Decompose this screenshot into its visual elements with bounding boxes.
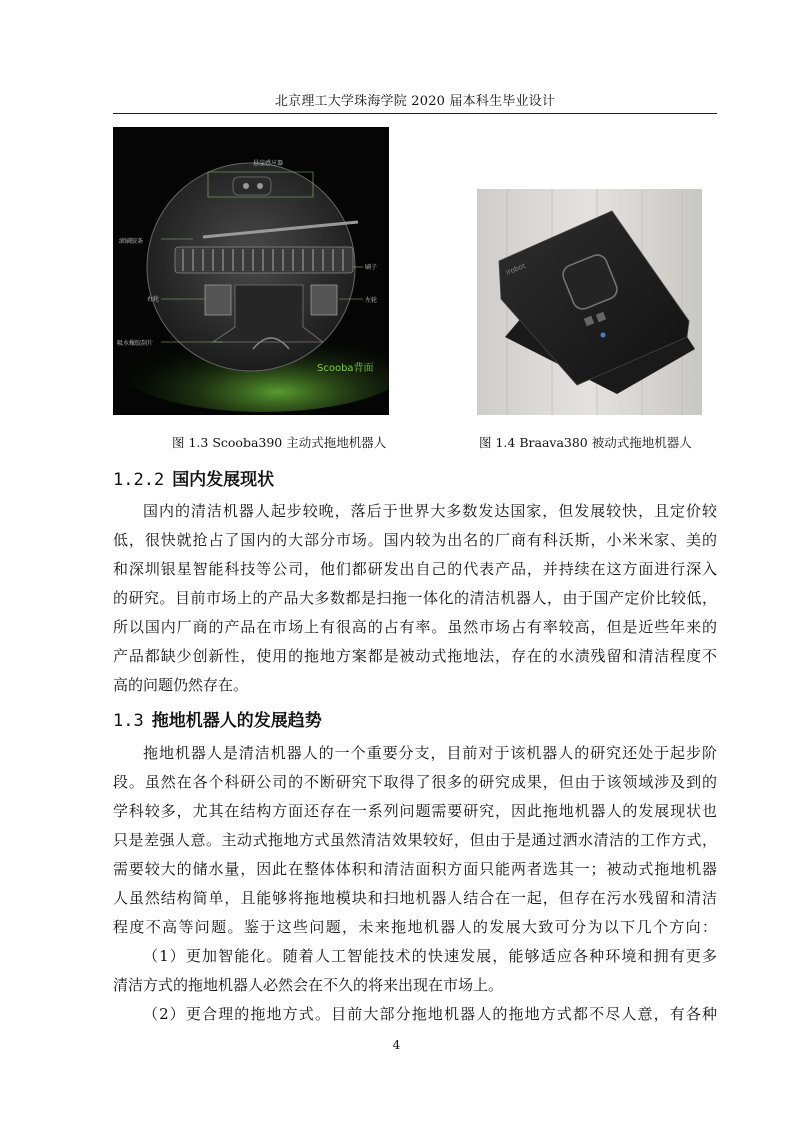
section-number: 1.3 [113,711,144,731]
paragraph-line: 程度不高等问题。鉴于这些问题，未来拖地机器人的发展大致可分为以下几个方向： [113,918,717,936]
page-number: 4 [392,1038,401,1052]
label-brush-strip: 滚刷胶条 [119,238,144,245]
paragraph-line: 的研究。目前市场上的产品大多数都是扫拖一体化的清洁机器人，由于国产定价比较低， [113,589,717,607]
paragraph-line: 人虽然结构简单，且能够将拖地模块和扫地机器人结合在一起，但存在污水残留和清洁 [113,889,717,907]
paragraph-line: 所以国内厂商的产品在市场上有很高的占有率。虽然市场占有率较高，但是近些年来的 [113,618,717,636]
figure-scooba-image [113,127,389,415]
figure-braava-image [477,189,702,415]
figure-1-3-caption: 图 1.3 Scooba390 主动式拖地机器人 [172,435,387,450]
section-number: 1.2.2 [113,470,165,490]
label-cliff-sensor: 悬崖感应器 [253,160,284,167]
paragraph-line: 产品都缺少创新性，使用的拖地方案都是被动式拖地法，存在的水渍残留和清洁程度不 [113,647,717,665]
section-heading-1-2-2 [113,465,274,490]
running-header: 北京理工大学珠海学院 2020 届本科生毕业设计 [274,94,556,109]
list-item-line: 清洁方式的拖地机器人必然会在不久的将来出现在市场上。 [113,976,504,994]
paragraph-line: 国内的清洁机器人起步较晚，落后于世界大多数发达国家，但发展较快，且定价较 [143,502,717,520]
header-rule [113,113,717,114]
scooba-brand-text: Scooba背面 [317,363,374,374]
paragraph-line: 低，很快就抢占了国内的大部分市场。国内较为出名的厂商有科沃斯，小米米家、美的 [113,531,717,549]
paragraph-line: 和深圳银星智能科技等公司，他们都研发出自己的代表产品，并持续在这方面进行深入 [113,560,717,578]
section-heading-1-3 [113,706,322,731]
label-brush: 刷子 [365,264,378,271]
paragraph-line: 只是差强人意。主动式拖地方式虽然清洁效果较好，但由于是通过洒水清洁的工作方式， [113,831,717,849]
figure-1-4-caption: 图 1.4 Braava380 被动式拖地机器人 [479,435,692,450]
list-item-line: （2）更合理的拖地方式。目前大部分拖地机器人的拖地方式都不尽人意，有各种 [143,1005,717,1023]
label-right-wheel: 右轮 [147,296,160,303]
braava-brand-text: irobot [504,261,527,277]
paragraph-line: 段。虽然在各个科研公司的不断研究下取得了很多的研究成果，但由于该领域涉及到的 [113,773,717,791]
label-left-wheel: 左轮 [365,297,378,304]
section-title: 拖地机器人的发展趋势 [151,711,322,731]
paragraph-line: 拖地机器人是清洁机器人的一个重要分支，目前对于该机器人的研究还处于起步阶 [143,744,717,762]
label-squeegee: 吸水橡胶刮片 [117,340,154,347]
section-title: 国内发展现状 [172,470,275,490]
list-item-line: （1）更加智能化。随着人工智能技术的快速发展，能够适应各种环境和拥有更多 [143,947,717,965]
paragraph-line: 高的问题仍然存在。 [113,676,249,694]
paragraph-line: 学科较多，尤其在结构方面还存在一系列问题需要研究，因此拖地机器人的发展现状也 [113,802,717,820]
paragraph-line: 需要较大的储水量，因此在整体体积和清洁面积方面只能两者选其一；被动式拖地机器 [113,860,717,878]
